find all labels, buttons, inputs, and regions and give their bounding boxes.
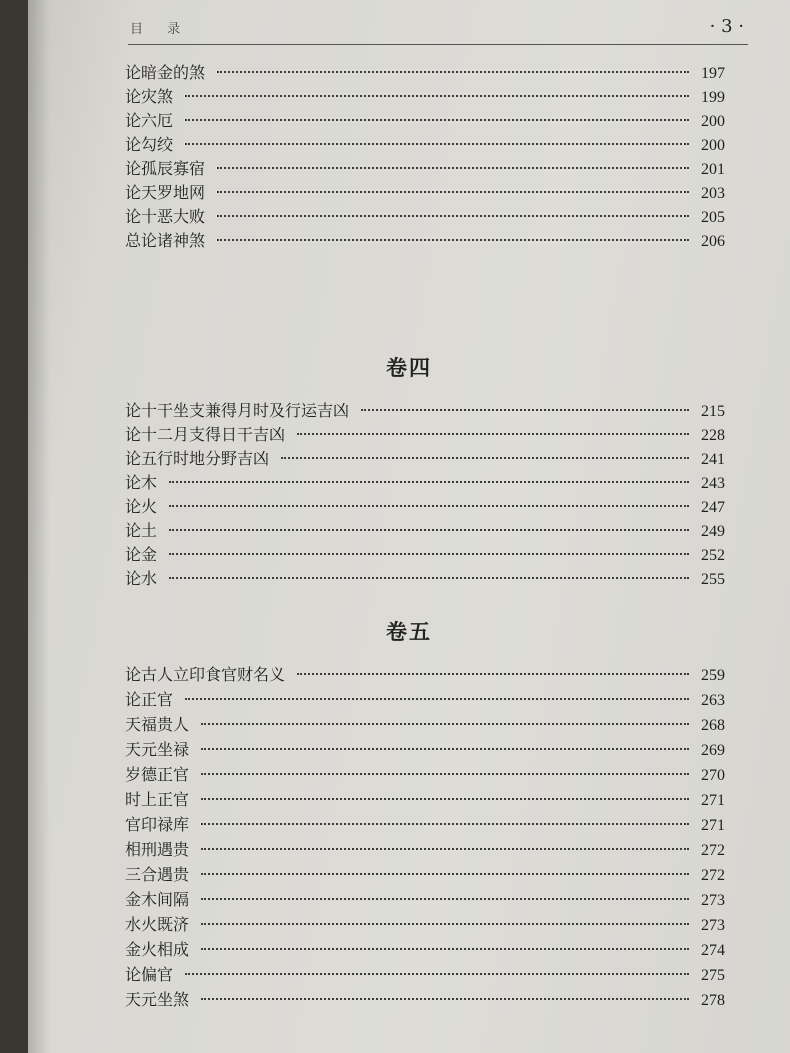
toc-entry-page: 199	[701, 89, 725, 106]
toc-entry	[125, 812, 725, 834]
toc-entry	[125, 180, 725, 202]
toc-entry-page: 241	[701, 451, 725, 468]
dot-leader	[201, 798, 689, 800]
toc-entry	[125, 787, 725, 809]
book-page	[28, 0, 790, 1053]
dot-leader	[185, 119, 689, 121]
toc-entry-title: 时上正官	[125, 790, 190, 809]
toc-entry-page: 215	[701, 403, 725, 420]
dot-leader	[169, 505, 689, 507]
toc-entry	[125, 962, 725, 984]
toc-entry-title: 水火既济	[125, 915, 190, 934]
dot-leader	[201, 873, 689, 875]
toc-entry-title: 论六厄	[125, 111, 174, 130]
toc-entry-title: 天元坐禄	[125, 740, 190, 759]
dot-leader	[217, 71, 689, 73]
dot-leader	[361, 409, 689, 411]
dot-leader	[201, 948, 689, 950]
dot-leader	[297, 433, 689, 435]
toc-entry-title: 总论诸神煞	[125, 231, 206, 250]
toc-entry	[125, 566, 725, 588]
toc-entry-page: 273	[701, 892, 725, 909]
toc-entry-page: 271	[701, 792, 725, 809]
toc-entry-page: 271	[701, 817, 725, 834]
dot-leader	[201, 998, 689, 1000]
toc-entry	[125, 60, 725, 82]
toc-entry	[125, 987, 725, 1009]
toc-entry	[125, 108, 725, 130]
toc-entry-title: 论古人立印食官财名义	[125, 665, 286, 684]
header-section-title: 目 录	[130, 22, 191, 37]
toc-entry	[125, 132, 725, 154]
toc-entry-title: 论十恶大败	[125, 207, 206, 226]
toc-entry-page: 255	[701, 571, 725, 588]
toc-entry-page: 197	[701, 65, 725, 82]
volume-heading: 卷四	[386, 355, 432, 380]
page-header	[128, 14, 748, 45]
dot-leader	[185, 143, 689, 145]
volume-heading: 卷五	[386, 619, 432, 644]
toc-entry-title: 论灾煞	[125, 87, 174, 106]
toc-entry	[125, 422, 725, 444]
toc-entry-title: 论暗金的煞	[125, 63, 206, 82]
dot-leader	[217, 167, 689, 169]
toc-entry	[125, 84, 725, 106]
toc-entry-page: 249	[701, 523, 725, 540]
toc-entry-title: 相刑遇贵	[125, 840, 190, 859]
toc-entry	[125, 837, 725, 859]
dot-leader	[217, 191, 689, 193]
toc-entry	[125, 494, 725, 516]
toc-entry-title: 金火相成	[125, 940, 190, 959]
dot-leader	[201, 748, 689, 750]
toc-entry-title: 论土	[125, 521, 158, 540]
dot-leader	[201, 898, 689, 900]
toc-entry-page: 272	[701, 842, 725, 859]
toc-entry-title: 论十干坐支兼得月时及行运吉凶	[125, 401, 350, 420]
dot-leader	[169, 577, 689, 579]
dot-leader	[201, 923, 689, 925]
dot-leader	[201, 773, 689, 775]
toc-entry-page: 278	[701, 992, 725, 1009]
dot-leader	[201, 823, 689, 825]
toc-entry-title: 论五行时地分野吉凶	[125, 449, 270, 468]
toc-entry	[125, 470, 725, 492]
toc-entry-title: 官印禄库	[125, 815, 190, 834]
toc-entry-title: 岁德正官	[125, 765, 190, 784]
toc-entry-page: 247	[701, 499, 725, 516]
toc-entry-page: 263	[701, 692, 725, 709]
toc-entry-page: 269	[701, 742, 725, 759]
toc-entry	[125, 662, 725, 684]
toc-entry-title: 论木	[125, 473, 158, 492]
toc-entry	[125, 887, 725, 909]
toc-entry-page: 206	[701, 233, 725, 250]
toc-entry-page: 243	[701, 475, 725, 492]
toc-entry-page: 268	[701, 717, 725, 734]
toc-entry	[125, 937, 725, 959]
toc-entry-title: 论天罗地网	[125, 183, 206, 202]
toc-entry-page: 275	[701, 967, 725, 984]
toc-entry-page: 252	[701, 547, 725, 564]
toc-entry-title: 论金	[125, 545, 158, 564]
dot-leader	[169, 529, 689, 531]
dot-leader	[185, 973, 689, 975]
toc-entry-title: 论水	[125, 569, 158, 588]
dot-leader	[169, 553, 689, 555]
toc-entry	[125, 687, 725, 709]
dot-leader	[201, 848, 689, 850]
toc-entry	[125, 912, 725, 934]
toc-entry-page: 200	[701, 113, 725, 130]
toc-entry-page: 201	[701, 161, 725, 178]
toc-entry-title: 三合遇贵	[125, 865, 190, 884]
toc-entry-title: 论正官	[125, 690, 174, 709]
toc-entry-title: 金木间隔	[125, 890, 190, 909]
toc-entry	[125, 518, 725, 540]
dot-leader	[201, 723, 689, 725]
dot-leader	[185, 698, 689, 700]
dot-leader	[185, 95, 689, 97]
toc-entry-title: 论孤辰寡宿	[125, 159, 206, 178]
toc-entry-page: 274	[701, 942, 725, 959]
dot-leader	[217, 239, 689, 241]
toc-entry	[125, 862, 725, 884]
toc-entry-page: 270	[701, 767, 725, 784]
toc-entry	[125, 228, 725, 250]
toc-entry	[125, 737, 725, 759]
toc-entry	[125, 542, 725, 564]
dot-leader	[169, 481, 689, 483]
toc-entry	[125, 156, 725, 178]
toc-entry-title: 论十二月支得日干吉凶	[125, 425, 286, 444]
toc-entry-page: 203	[701, 185, 725, 202]
toc-entry-page: 259	[701, 667, 725, 684]
toc-entry-page: 273	[701, 917, 725, 934]
toc-entry-title: 天元坐煞	[125, 990, 190, 1009]
dot-leader	[217, 215, 689, 217]
toc-entry	[125, 204, 725, 226]
toc-entry-page: 272	[701, 867, 725, 884]
toc-entry-title: 论勾绞	[125, 135, 174, 154]
header-page-number: · 3 ·	[709, 16, 744, 37]
toc-entry-title: 论火	[125, 497, 158, 516]
toc-entry-title: 天福贵人	[125, 715, 190, 734]
toc-entry-page: 228	[701, 427, 725, 444]
toc-entry-page: 200	[701, 137, 725, 154]
toc-entry	[125, 712, 725, 734]
dot-leader	[281, 457, 689, 459]
dot-leader	[297, 673, 689, 675]
toc-entry	[125, 446, 725, 468]
toc-entry	[125, 762, 725, 784]
toc-entry-page: 205	[701, 209, 725, 226]
toc-entry-title: 论偏官	[125, 965, 174, 984]
toc-entry	[125, 398, 725, 420]
